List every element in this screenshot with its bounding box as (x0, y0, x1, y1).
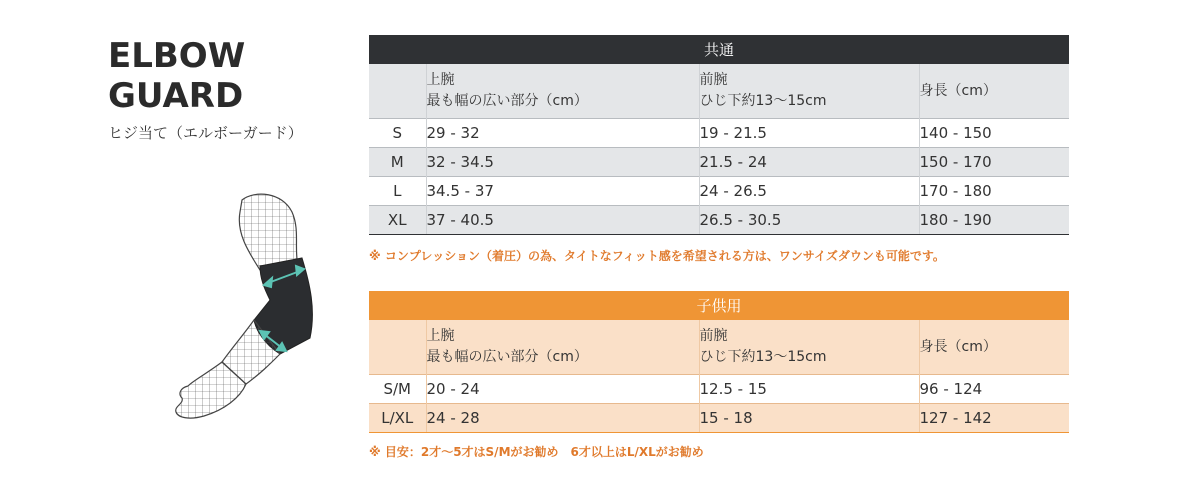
upper-arm-shape (239, 194, 298, 270)
forearm-cell: 19 - 21.5 (699, 119, 919, 148)
height-cell: 180 - 190 (919, 206, 1069, 235)
table-header-row (369, 35, 1069, 64)
upper-arm-column-header: 上腕 最も幅の広い部分（cm） (426, 320, 699, 375)
height-cell: 150 - 170 (919, 148, 1069, 177)
table-row (369, 375, 1069, 404)
column-header-row (369, 320, 1069, 375)
height-cell: 140 - 150 (919, 119, 1069, 148)
upper-arm-cell: 24 - 28 (426, 404, 699, 433)
height-cell: 170 - 180 (919, 177, 1069, 206)
column-header-row (369, 64, 1069, 119)
upper-arm-cell: 34.5 - 37 (426, 177, 699, 206)
table-row (369, 404, 1069, 433)
height-cell: 127 - 142 (919, 404, 1069, 433)
forearm-column-header: 前腕 ひじ下約13～15cm (699, 64, 919, 119)
size-cell: L (369, 177, 426, 206)
table-row (369, 206, 1069, 235)
upper-arm-column-header: 上腕 最も幅の広い部分（cm） (426, 64, 699, 119)
height-column-header: 身長（cm） (919, 320, 1069, 375)
upper-arm-cell: 32 - 34.5 (426, 148, 699, 177)
kids-age-note: ※ 目安：2才～5才はS/Mがお勧め 6才以上はL/XLがお勧め (369, 445, 704, 459)
table-row (369, 177, 1069, 206)
upper-arm-cell: 29 - 32 (426, 119, 699, 148)
kids-size-table (369, 291, 1069, 433)
height-column-header: 身長（cm） (919, 64, 1069, 119)
common-table-title: 共通 (369, 35, 1069, 64)
table-row (369, 119, 1069, 148)
size-cell: M (369, 148, 426, 177)
height-cell: 96 - 124 (919, 375, 1069, 404)
size-cell: XL (369, 206, 426, 235)
forearm-cell: 24 - 26.5 (699, 177, 919, 206)
product-title (108, 36, 245, 116)
forearm-cell: 12.5 - 15 (699, 375, 919, 404)
table-row (369, 148, 1069, 177)
size-column-header (369, 320, 426, 375)
size-cell: S (369, 119, 426, 148)
upper-arm-cell: 37 - 40.5 (426, 206, 699, 235)
size-cell: L/XL (369, 404, 426, 433)
size-cell: S/M (369, 375, 426, 404)
elbow-guard-illustration (160, 188, 330, 428)
product-subtitle: ヒジ当て（エルボーガード） (108, 124, 303, 142)
forearm-cell: 15 - 18 (699, 404, 919, 433)
kids-table-title: 子供用 (369, 291, 1069, 320)
size-column-header (369, 64, 426, 119)
table-header-row (369, 291, 1069, 320)
forearm-cell: 21.5 - 24 (699, 148, 919, 177)
forearm-cell: 26.5 - 30.5 (699, 206, 919, 235)
common-size-table (369, 35, 1069, 235)
common-fit-note: ※ コンプレッション（着圧）の為、タイトなフィット感を希望される方は、ワンサイズダウンも可能です。 (369, 249, 945, 263)
upper-arm-cell: 20 - 24 (426, 375, 699, 404)
product-title-line2: GUARD (108, 76, 244, 116)
product-title-line1: ELBOW (108, 36, 246, 76)
forearm-column-header: 前腕 ひじ下約13～15cm (699, 320, 919, 375)
